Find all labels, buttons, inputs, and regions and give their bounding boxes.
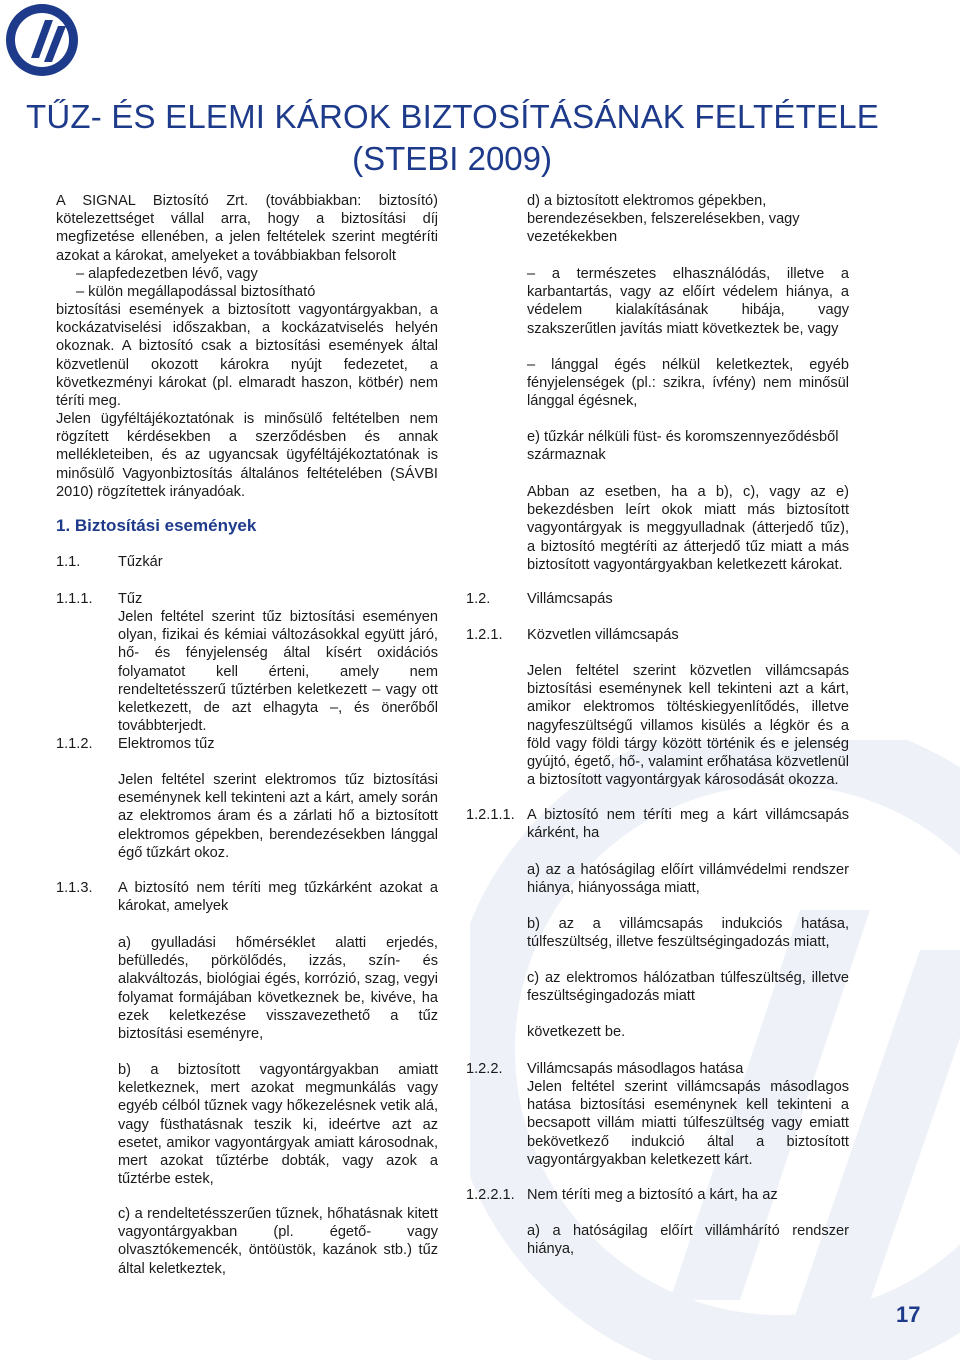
dash-item-basic-coverage: – alapfedezetben lévő, vagy	[76, 266, 258, 282]
list-item-b: b) a biztosított vagyontárgyakban amiatt keletkeznek, mert azokat megmunkálás vagy egyéb célból tűznek vagy hőkezelésnek vetik alá, vagy füsthatásnak teszik ki, ideértve azt az esetet, amikor vagyontárgyak amiatt károsodnak, mert azokat tűztérbe dobták, vagy azok a tűztérbe estek,	[118, 1062, 438, 1188]
section-heading: 1. Biztosítási események	[56, 516, 257, 535]
list-item-d: d) a biztosított elektromos gépekben, berendezésekben, felszerelésekben, vagy vezetékekben	[527, 193, 800, 246]
document-subtitle: (STEBI 2009)	[352, 140, 552, 177]
intro-paragraph-3: Jelen ügyféltájékoztatónak is minősülő feltételben nem rögzített kérdésekben a szerződésben és annak mellékleteiben, és az ugyancsak ügyféltájékoztatónak is minősülő Vagyonbiztosítás általános feltételében (SÁVBI 2010) rögzítettek irányadóak.	[56, 411, 438, 500]
section-number-1-1-3: 1.1.3.	[56, 880, 93, 896]
abban-paragraph: Abban az esetben, ha a b), c), vagy az e) bekezdésben leírt okok miatt más biztosított vagyontárgyak is meggyulladnak (átterjedő tűz), a biztosító megtéríti az átterjedő tűz miatt a más biztosított vagyontárgyakban keletkezett károkat.	[527, 484, 849, 573]
document-title: TŰZ- ÉS ELEMI KÁROK BIZTOSÍTÁSÁNAK FELTÉTELE	[26, 98, 879, 135]
section-title-1-1-2: Elektromos tűz	[118, 736, 215, 752]
lightning-item-c: c) az elektromos hálózatban túlfeszültség, illetve feszültségingadozás miatt	[527, 970, 849, 1005]
section-text-1-2-2-1: Nem téríti meg a biztosító a kárt, ha az	[527, 1187, 778, 1203]
dash-item-separate-agreement: – külön megállapodással biztosítható	[76, 284, 316, 300]
page-number: 17	[896, 1302, 921, 1327]
section-title-1-1-1: Tűz	[118, 591, 143, 607]
lightning-rod-item-a: a) a hatóságilag előírt villámhárító rendszer hiánya,	[527, 1223, 849, 1258]
section-text-1-2-1-1: A biztosító nem téríti meg a kárt villámcsapás kárként, ha	[527, 807, 849, 842]
lightning-item-b: b) az a villámcsapás indukciós hatása, túlfeszültség, illetve feszültségingadozás miatt,	[527, 916, 849, 951]
section-number-1-2-1: 1.2.1.	[466, 627, 503, 643]
list-item-c: c) a rendeltetésszerűen tűznek, hőhatásnak kitett vagyontárgyakban (pl. égető- vagy olvasztókemencék, öntöüstök, kazánok stb.) tűz által keletkeztek,	[118, 1206, 438, 1277]
section-number-1-1-1: 1.1.1.	[56, 591, 93, 607]
section-text-1-1-2: Jelen feltétel szerint elektromos tűz biztosítási eseménynek kell tekinteni azt a kárt, amely során az elektromos áram és a zárlati hő a biztosított elektromos gépekben, berendezésekben lánggal égő tűzkárt okoz.	[118, 772, 438, 861]
section-number-1-2-2-1: 1.2.2.1.	[466, 1187, 515, 1203]
section-title-1-2: Villámcsapás	[527, 591, 613, 607]
section-title-1-1: Tűzkár	[118, 554, 163, 570]
section-title-1-2-1: Közvetlen villámcsapás	[527, 627, 679, 643]
section-text-1-1-1: Jelen feltétel szerint tűz biztosítási eseményen olyan, fizikai és kémiai változásokkal együtt járó, hő- és fényjelenség által kísért oxidációs folyamatot kell érteni, amely nem rendeltetésszerű tűztérben keletkezett – vagy ott keletkezett, de azt elhagyta –, és önerőből továbbterjedt.	[118, 609, 438, 735]
section-text-1-2-1: Jelen feltétel szerint közvetlen villámcsapás biztosítási eseménynek kell tekinteni azt a kárt, amikor elektromos töltéskiegyenlítődés, illetve nagyfeszültségű villamos kisülés a légkör és a föld vagy földi tárgy között történik és e jelenség gyújtó, égető, hő-, valamint erőhatása közvetlenül a biztosított vagyontárgyak károsodását okozza.	[527, 663, 849, 789]
dash-item-no-flame: – lánggal égés nélkül keletkeztek, egyéb fényjelenségek (pl.: szikra, ívfény) nem minősül lánggal égésnek,	[527, 357, 849, 410]
section-title-1-2-2: Villámcsapás másodlagos hatása	[527, 1061, 744, 1077]
section-number-1-1-2: 1.1.2.	[56, 736, 93, 752]
dash-item-wear: – a természetes elhasználódás, illetve a karbantartás, vagy az előírt védelem hiánya, a védelem kialakításának hibája, vagy szakszerűtlen javítás miatt következtek be, vagy	[527, 266, 849, 337]
kovetkezett-text: következett be.	[527, 1024, 626, 1040]
section-text-1-1-3: A biztosító nem téríti meg tűzkárként azokat a károkat, amelyek	[118, 880, 438, 915]
intro-paragraph: A SIGNAL Biztosító Zrt. (továbbiakban: biztosító) kötelezettséget vállal arra, hogy a biztosítási díj megfizetése ellenében, a jelen feltételek szerint megtéríti azokat a károkat, amelyeket a továbbiakban felsorolt	[56, 193, 438, 264]
signal-logo	[4, 2, 80, 78]
section-text-1-2-2: Jelen feltétel szerint villámcsapás másodlagos hatása biztosítási eseménynek kell tekinteni a becsapott villám miatti túlfeszültség vagy emiatt bekövetkező indukció által a biztosított vagyontárgyakban keletkezett kárt.	[527, 1079, 849, 1168]
section-number-1-2: 1.2.	[466, 591, 491, 607]
section-number-1-2-2: 1.2.2.	[466, 1061, 503, 1077]
list-item-a: a) gyulladási hőmérséklet alatti erjedés, befülledés, pörkölődés, izzás, szín- és alakváltozás, biológiai égés, korrózió, szag, vegyi folyamat formájában következnek be, kivéve, ha ezek keletkezése visszavezethető a tűz biztosítási eseményre,	[118, 935, 438, 1043]
lightning-item-a: a) az a hatóságilag előírt villámvédelmi rendszer hiánya, hiányossága miatt,	[527, 862, 849, 897]
section-number-1-1: 1.1.	[56, 554, 81, 570]
section-number-1-2-1-1: 1.2.1.1.	[466, 807, 515, 823]
intro-paragraph-2: biztosítási események a biztosított vagyontárgyakban, a kockázatviselési időszakban, a kockázatviselés helyén okoznak. A biztosító csak a biztosítási események által közvetlenül okozott károkra nyújt fedezetet, a következményi károkat (pl. elmaradt haszon, kötbér) nem téríti meg.	[56, 302, 438, 410]
list-item-e: e) tűzkár nélküli füst- és koromszennyeződésből származnak	[527, 429, 839, 464]
